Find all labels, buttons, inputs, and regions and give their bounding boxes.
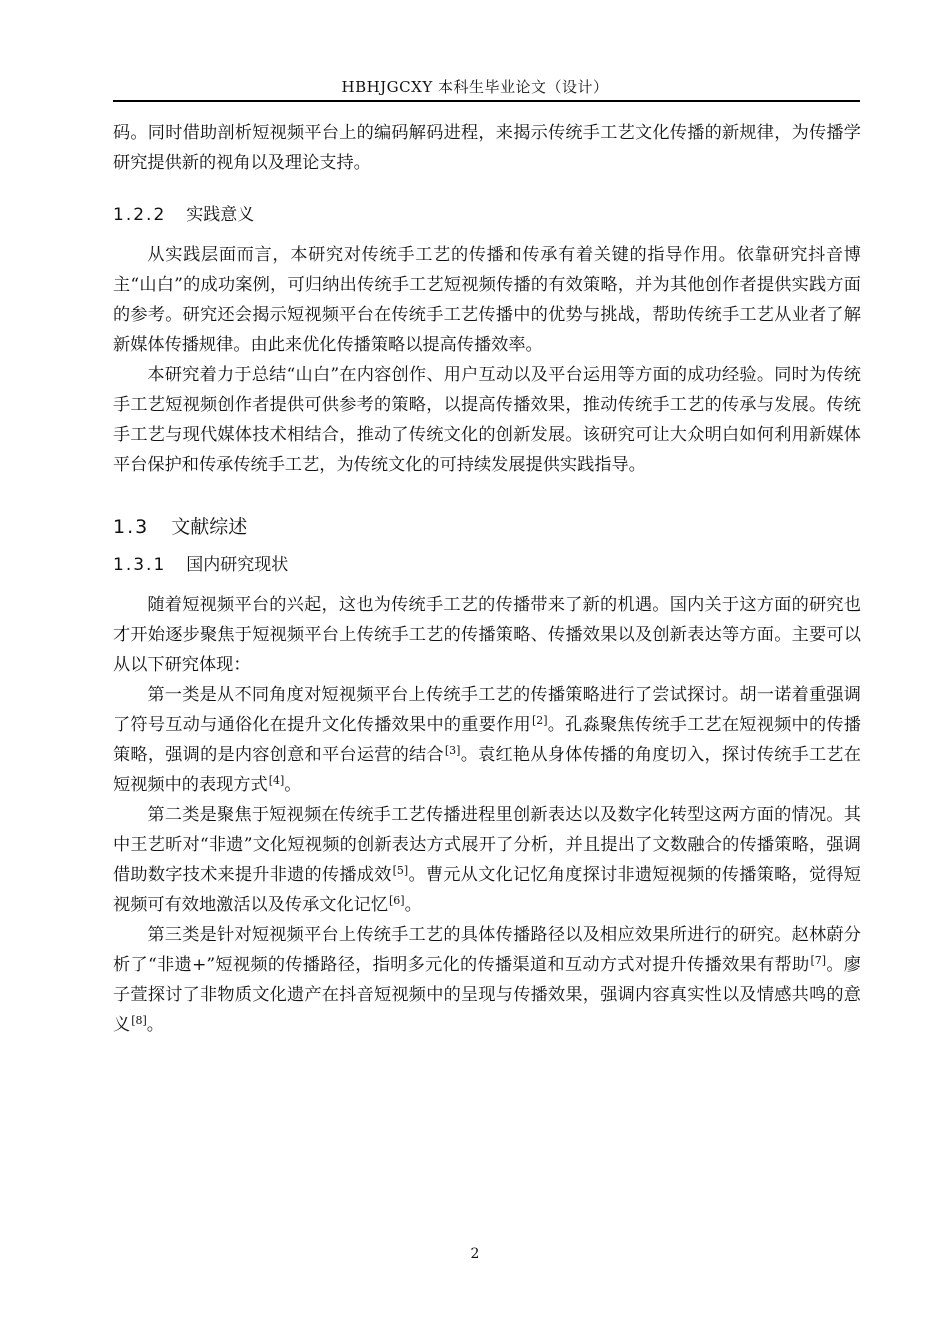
text-run: 。 <box>284 775 302 795</box>
paragraph: 从实践层面而言，本研究对传统手工艺的传播和传承有着关键的指导作用。依靠研究抖音博主“山白”的成功案例，可归纳出传统手工艺短视频传播的有效策略，并为其他创作者提供实践方面的参考。研究还会揭示短视频平台在传统手工艺传播中的优势与挑战，帮助传统手工艺从业者了解新媒体传播规律。由此来优化传播策略以提高传播效率。 <box>113 245 861 355</box>
page-header-title: HBHJGCXY 本科生毕业论文（设计） <box>341 78 609 96</box>
section-heading-1-2-2 <box>113 200 861 230</box>
section-title: 国内研究现状 <box>186 555 289 575</box>
citation-ref: [3] <box>444 744 461 757</box>
section-number: 1.3.1 <box>113 555 167 575</box>
text-run: 。廖子萱探讨了非物质文化遗产在抖音短视频中的呈现与传播效果，强调内容真实性以及情感共鸣的意义 <box>113 955 861 1035</box>
paragraph <box>113 920 861 1040</box>
text-run: 。袁红艳从身体传播的角度切入，探讨传统手工艺在短视频中的表现方式 <box>113 745 861 795</box>
citation-ref: [6] <box>389 894 405 907</box>
section-number: 1.2.2 <box>113 205 167 225</box>
citation-ref: [7] <box>810 954 827 967</box>
text-run: 。孔淼聚焦传统手工艺在短视频中的传播策略，强调的是内容创意和平台运营的结合 <box>113 715 861 765</box>
paragraph <box>113 680 861 800</box>
text-run: 第一类是从不同角度对短视频平台上传统手工艺的传播策略进行了尝试探讨。胡一诺着重强调了符号互动与通俗化在提升文化传播效果中的重要作用 <box>113 685 861 735</box>
document-body <box>113 118 861 1040</box>
citation-ref: [2] <box>531 714 548 727</box>
section-number: 1.3 <box>113 516 150 538</box>
paragraph-continued: 码。同时借助剖析短视频平台上的编码解码进程，来揭示传统手工艺文化传播的新规律，为传播学研究提供新的视角以及理论支持。 <box>113 123 861 173</box>
citation-ref: [4] <box>268 774 285 787</box>
page-number: 2 <box>470 1246 480 1262</box>
text-run: 第二类是聚焦于短视频在传统手工艺传播进程里创新表达以及数字化转型这两方面的情况。其中王艺昕对“非遗”文化短视频的创新表达方式展开了分析，并且提出了文数融合的传播策略，强调借助数字技术来提升非遗的传播成效 <box>113 805 861 885</box>
citation-ref: [5] <box>392 864 409 877</box>
section-heading-1-3-1 <box>113 550 861 580</box>
text-run: 。曹元从文化记忆角度探讨非遗短视频的传播策略，觉得短视频可有效地激活以及传承文化记忆 <box>113 865 861 915</box>
text-run: 第三类是针对短视频平台上传统手工艺的具体传播路径以及相应效果所进行的研究。赵林蔚分析了“非遗+”短视频的传播路径，指明多元化的传播渠道和互动方式对提升传播效果有帮助 <box>113 925 861 975</box>
section-heading-1-3 <box>113 512 861 542</box>
section-title: 实践意义 <box>186 205 255 225</box>
citation-ref: [8] <box>131 1014 147 1027</box>
text-run: 。 <box>146 1015 164 1035</box>
paragraph: 本研究着力于总结“山白”在内容创作、用户互动以及平台运用等方面的成功经验。同时为传统手工艺短视频创作者提供可供参考的策略，以提高传播效果，推动传统手工艺的传承与发展。传统手工艺与现代媒体技术相结合，推动了传统文化的创新发展。该研究可让大众明白如何利用新媒体平台保护和传承传统手工艺，为传统文化的可持续发展提供实践指导。 <box>113 365 861 475</box>
text-run: 。 <box>404 895 422 915</box>
section-title: 文献综述 <box>171 516 248 538</box>
paragraph <box>113 800 861 920</box>
header-divider <box>113 100 860 102</box>
paragraph: 随着短视频平台的兴起，这也为传统手工艺的传播带来了新的机遇。国内关于这方面的研究也才开始逐步聚焦于短视频平台上传统手工艺的传播策略、传播效果以及创新表达等方面。主要可以从以下研究体现： <box>113 595 861 675</box>
